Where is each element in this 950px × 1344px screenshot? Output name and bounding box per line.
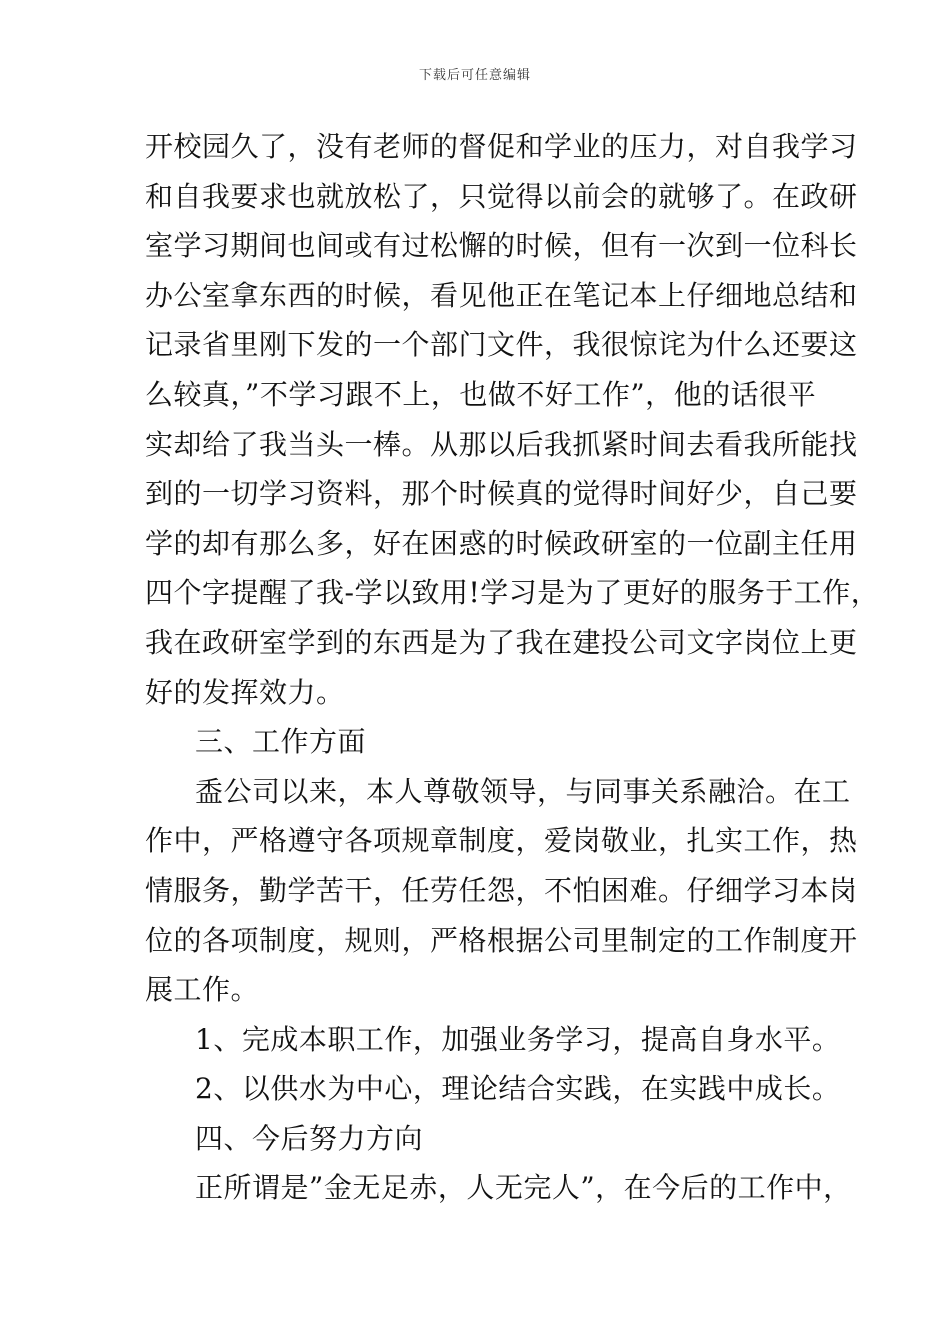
page-header: 下载后可任意编辑 bbox=[418, 68, 531, 83]
text-line: 到的一切学习资料，那个时候真的觉得时间好少，自己要 bbox=[145, 477, 858, 511]
text-line: 展工作。 bbox=[145, 973, 260, 1007]
text-line: 办公室拿东西的时候，看见他正在笔记本上仔细地总结和 bbox=[145, 278, 858, 312]
text-line: 我在政研室学到的东西是为了我在建投公司文字岗位上更 bbox=[145, 625, 858, 659]
text-line: 四个字提醒了我-学以致用!学习是为了更好的服务于工作， bbox=[145, 576, 880, 610]
text-line: 和自我要求也就放松了，只觉得以前会的就够了。在政研 bbox=[145, 179, 858, 213]
text-line: 么较真，”不学习跟不上，也做不好工作”，他的话很平 bbox=[145, 377, 817, 411]
text-line: 盉公司以来，本人尊敬领导，与同事关系融洽。在工 bbox=[195, 774, 851, 808]
text-line: 学的却有那么多，好在困惑的时候政研室的一位副主任用 bbox=[145, 526, 858, 560]
text-line: 作中，严格遵守各项规章制度，爱岗敬业，扎实工作，热 bbox=[145, 824, 858, 858]
text-line: 正所谓是”金无足赤，人无完人”，在今后的工作中， bbox=[195, 1171, 852, 1205]
text-line: 开校园久了，没有老师的督促和学业的压力，对自我学习 bbox=[145, 130, 858, 163]
text-line: 记录省里刚下发的一个部门文件，我很惊诧为什么还要这 bbox=[145, 328, 858, 362]
text-line: 2、以供水为中心，理论结合实践，在实践中成长。 bbox=[195, 1072, 841, 1106]
text-line: 情服务，勤学苦干，任劳任怨，不怕困难。仔细学习本岗 bbox=[145, 873, 858, 907]
text-line: 好的发挥效力。 bbox=[145, 675, 345, 709]
document-body bbox=[145, 122, 880, 1213]
text-line: 位的各项制度，规则，严格根据公司里制定的工作制度开 bbox=[145, 923, 858, 957]
text-line: 室学习期间也间或有过松懈的时候，但有一次到一位科长 bbox=[145, 229, 858, 263]
text-line: 三、工作方面 bbox=[195, 725, 367, 759]
text-line: 1、完成本职工作，加强业务学习，提高自身水平。 bbox=[195, 1022, 841, 1056]
text-line: 四、今后努力方向 bbox=[195, 1121, 424, 1155]
text-line: 实却给了我当头一棒。从那以后我抓紧时间去看我所能找 bbox=[145, 427, 858, 461]
